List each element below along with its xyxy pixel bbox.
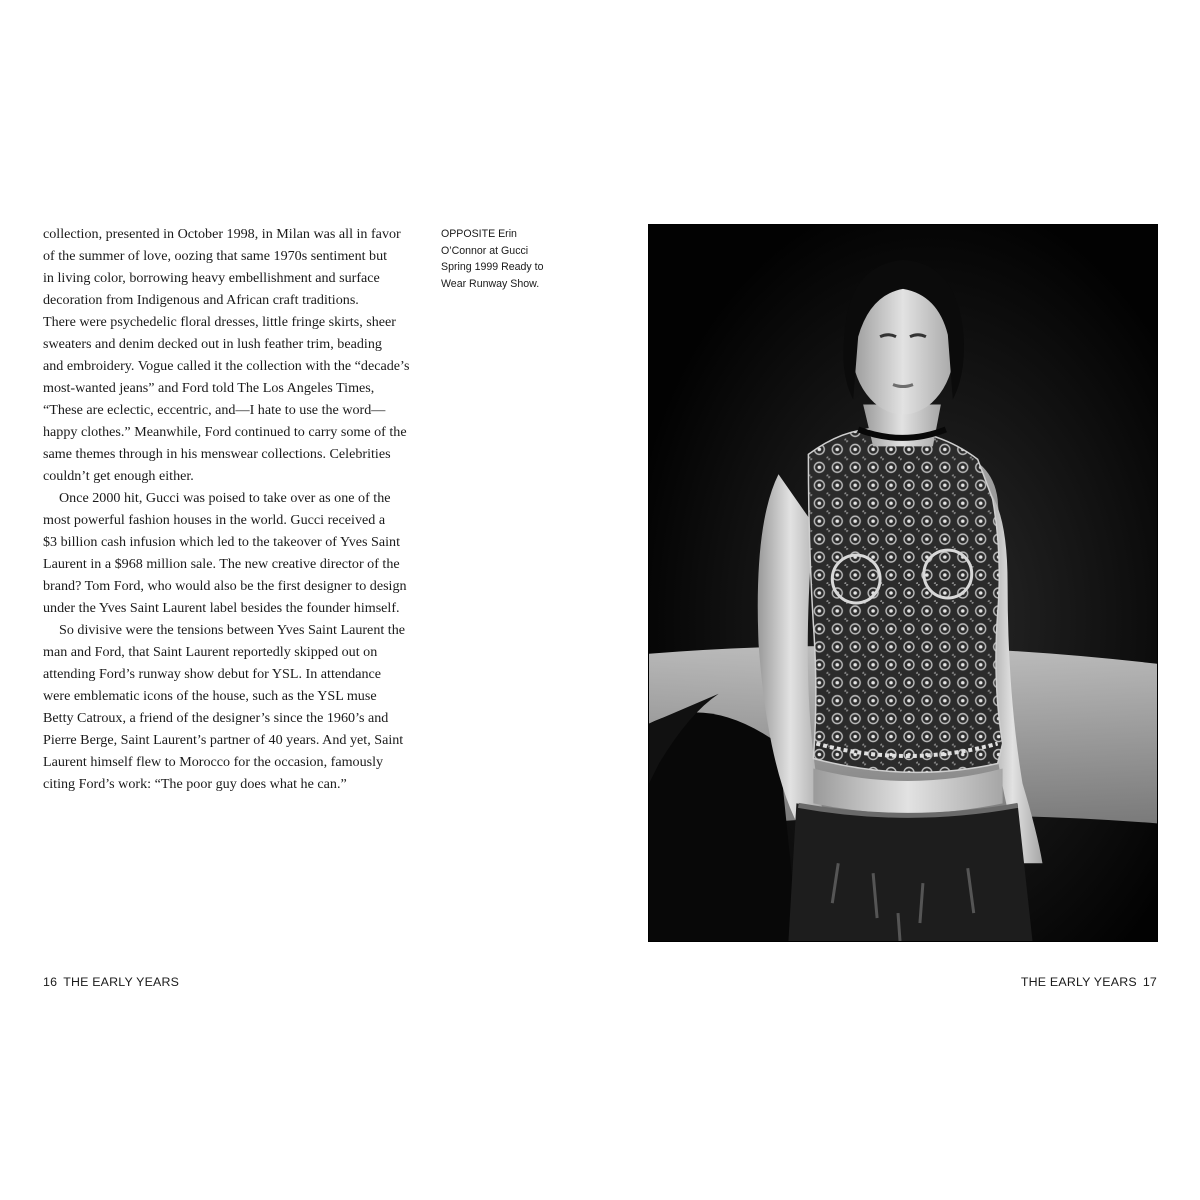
body-line: most powerful fashion houses in the world. Gucci received a (43, 512, 386, 528)
caption-line: Wear Runway Show. (441, 277, 540, 290)
body-line: So divisive were the tensions between Yves Saint Laurent the (59, 622, 406, 638)
body-line: sweaters and denim decked out in lush feather trim, beading (43, 336, 382, 352)
body-line: happy clothes.” Meanwhile, Ford continued to carry some of the (43, 424, 407, 440)
right-folio (1021, 975, 1157, 989)
body-line: same themes through in his menswear collections. Celebrities (43, 446, 391, 462)
running-head: THE EARLY YEARS (63, 975, 180, 989)
body-line: man and Ford, that Saint Laurent reportedly skipped out on (43, 644, 378, 660)
body-line: Laurent himself flew to Morocco for the occasion, famously (43, 754, 384, 770)
page-number: 16 (43, 975, 58, 989)
photo-caption (441, 226, 571, 292)
caption-line: Spring 1999 Ready to (441, 261, 544, 274)
body-line: attending Ford’s runway show debut for YSL. In attendance (43, 666, 382, 682)
body-line: “These are eclectic, eccentric, and—I hate to use the word— (43, 402, 386, 418)
body-line: and embroidery. Vogue called it the collection with the “decade’s (43, 358, 410, 374)
body-line: under the Yves Saint Laurent label besides the founder himself. (43, 600, 400, 616)
body-line: collection, presented in October 1998, in Milan was all in favor (43, 226, 401, 242)
body-line: Laurent in a $968 million sale. The new creative director of the (43, 556, 400, 572)
body-line: of the summer of love, oozing that same 1970s sentiment but (43, 248, 388, 264)
caption-line: O’Connor at Gucci (441, 244, 529, 257)
body-line: citing Ford’s work: “The poor guy does what he can.” (43, 776, 347, 792)
left-folio (43, 975, 179, 989)
body-text-column (43, 223, 429, 795)
page-number: 17 (1142, 975, 1157, 989)
runway-photo (648, 224, 1158, 942)
body-line: Once 2000 hit, Gucci was poised to take over as one of the (59, 490, 391, 506)
body-line: Pierre Berge, Saint Laurent’s partner of 40 years. And yet, Saint (43, 732, 404, 748)
body-line: couldn’t get enough either. (43, 468, 194, 484)
runway-photo-icon (649, 225, 1157, 941)
body-line: Betty Catroux, a friend of the designer’s since the 1960’s and (43, 710, 389, 726)
body-line: in living color, borrowing heavy embellishment and surface (43, 270, 380, 286)
caption-line: OPPOSITE Erin (441, 228, 517, 240)
body-line: were emblematic icons of the house, such as the YSL muse (43, 688, 377, 704)
body-line: brand? Tom Ford, who would also be the first designer to design (43, 578, 407, 594)
body-line: decoration from Indigenous and African craft traditions. (43, 292, 359, 308)
body-line: most-wanted jeans” and Ford told The Los Angeles Times, (43, 380, 375, 396)
body-line: $3 billion cash infusion which led to the takeover of Yves Saint (43, 534, 400, 550)
running-head: THE EARLY YEARS (1020, 975, 1137, 989)
body-line: There were psychedelic floral dresses, little fringe skirts, sheer (43, 314, 396, 330)
